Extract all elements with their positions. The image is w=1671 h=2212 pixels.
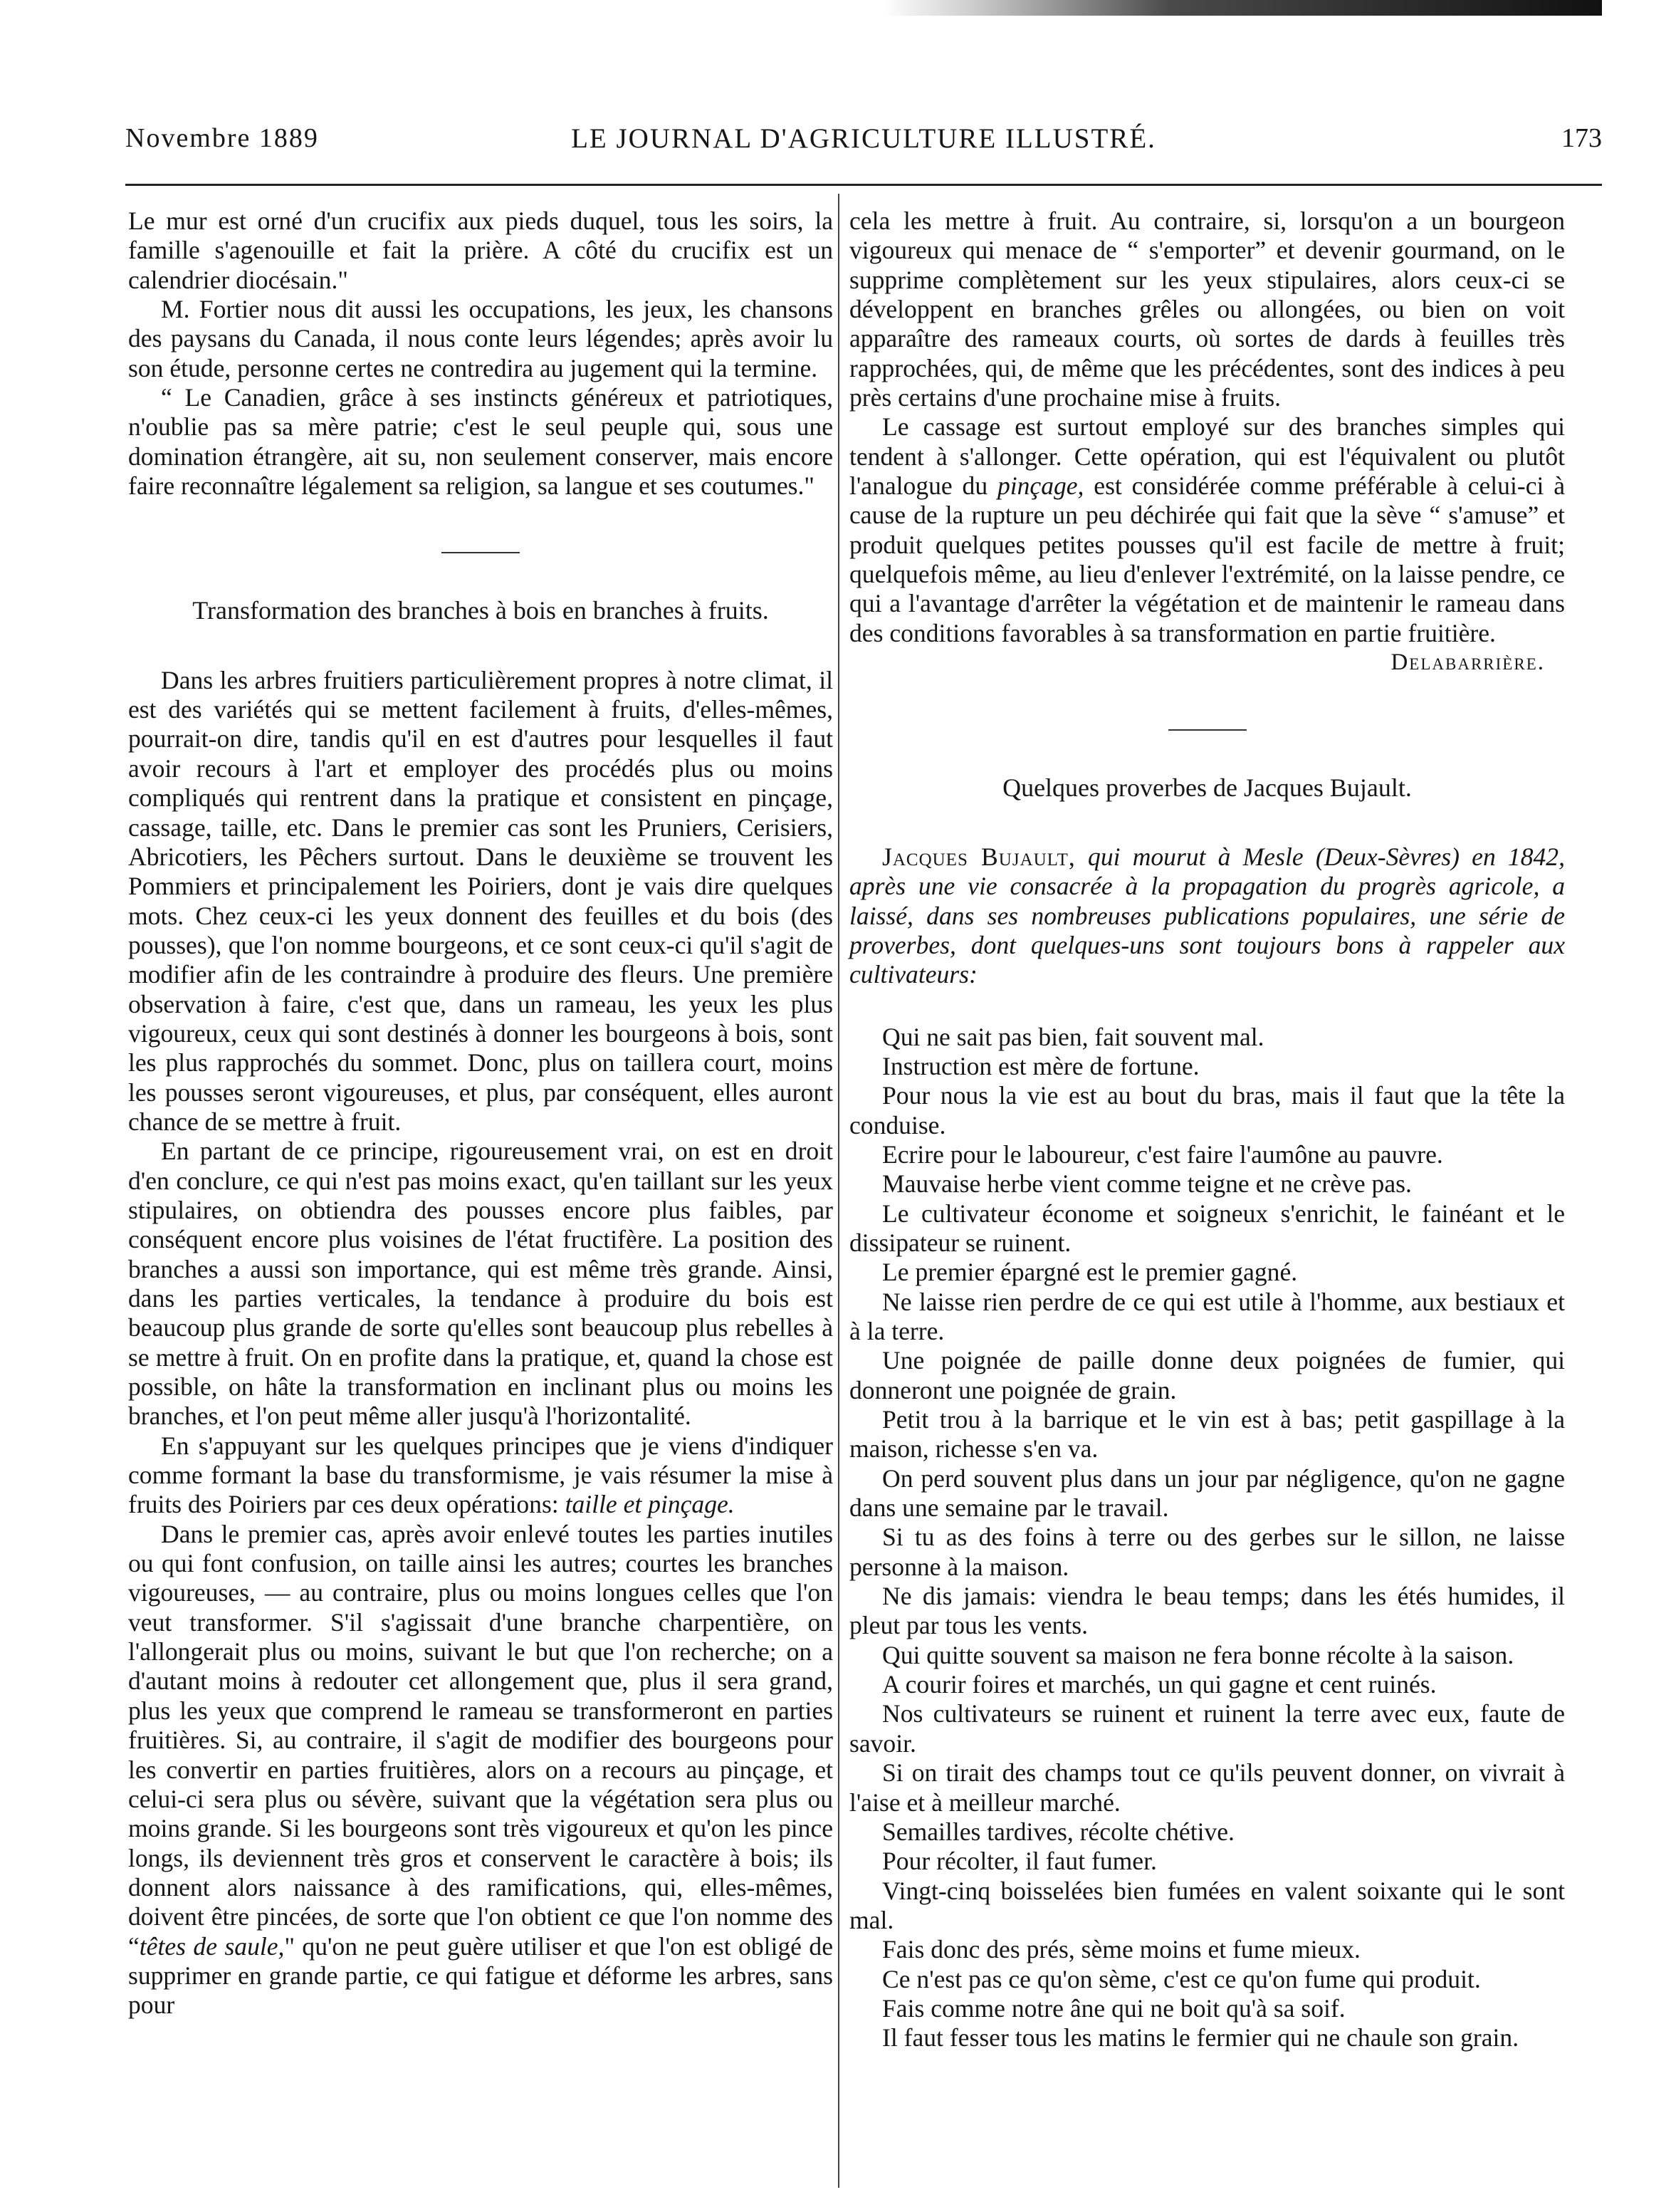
text-run: Dans le premier cas, après avoir enlevé toutes les parties inutiles ou qui font confusion, on taille ainsi les autres; courtes les branches vigoureuses, — au contraire, plus ou moins longues celles que l'on veut transformer. S'il s'agissait d'une branche charpentière, on l'allongerait plus ou moins, suivant le but que l'on recherche; on a d'autant moins à redouter cet allongement que, plus il sera grand, plus les yeux que comprend le rameau se transformeront en parties fruitières. Si, au contraire, il s'agit de modifier des bourgeons pour les convertir en parties fruitières, alors on a recours au pinçage, et celui-ci sera plus ou sévère, suivant que la végétation sera plus ou moins grande. Si les bourgeons sont très vigoureux et qu'on les pince longs, ils deviennent très gros et conservent le caractère à bois; ils donnent alors naissance à des ramifications, qui, elles-mêmes, doivent être pincées, de sorte que l'on obtient ce que l'on nomme des “ xyxy=(128,1519,833,1961)
paragraph: Dans les arbres fruitiers particulièrement propres à notre climat, il est des variétés qui se mettent facilement à fruits, d'elles-mêmes, pourrait-on dire, tandis qu'il en est d'autres pour lesquelles il faut avoir recours à l'art et employer des procédés plus ou moins compliqués qui rentrent dans la pratique et consistent en pinçage, cassage, taille, etc. Dans le premier cas sont les Pruniers, Cerisiers, Abricotiers, les Pêchers surtout. Dans le deuxième se trouvent les Pommiers et principalement les Poiriers, dont je vais dire quelques mots. Chez ceux-ci les yeux donnent des feuilles et du bois (des pousses), que l'on nomme bourgeons, et ce sont ceux-ci qu'il s'agit de modifier afin de les contraindre à produire des fleurs. Une première observation à faire, c'est que, dans un rameau, les yeux les plus vigoureux, ceux qui sont destinés à donner les bourgeons à bois, sont les plus rapprochés du sommet. Donc, plus on taillera court, moins les pousses seront vigoureuses, et plus, par conséquent, elles auront chance de se mettre à fruit. xyxy=(128,665,833,1136)
issue-date: Novembre 1889 xyxy=(125,123,319,153)
section-separator xyxy=(441,552,520,553)
author-signature: Delabarrière. xyxy=(1390,649,1545,676)
page-header xyxy=(125,122,1602,165)
paragraph xyxy=(849,412,1565,648)
author-name: Jacques Bujault, xyxy=(882,842,1076,871)
proverb: Semailles tardives, récolte chétive. xyxy=(882,1817,1235,1846)
proverb: Qui quitte souvent sa maison ne fera bonne récolte à la saison. xyxy=(882,1640,1514,1669)
proverb: Pour nous la vie est au bout du bras, mais il faut que la tête la conduise. xyxy=(849,1081,1565,1139)
italic-run: pinçage, xyxy=(997,471,1084,501)
paragraph: Le mur est orné d'un crucifix aux pieds duquel, tous les soirs, la famille s'agenouille et fait la prière. A côté du crucifix est un calendrier diocésain." xyxy=(128,207,833,294)
proverb: On perd souvent plus dans un jour par négligence, qu'on ne gagne dans une semaine par le travail. xyxy=(849,1464,1565,1523)
left-column xyxy=(128,207,833,2020)
proverb: Une poignée de paille donne deux poignées de fumier, qui donneront une poignée de grain. xyxy=(849,1346,1565,1404)
paragraph xyxy=(128,1520,833,2020)
paragraph: cela les mettre à fruit. Au contraire, si, lorsqu'on a un bourgeon vigoureux qui menace de “ s'emporter” et devenir gourmand, on le supprime complètement sur les yeux stipulaires, alors ceux-ci se développent en branches grêles ou allongées, ou bien on voit apparaître des rameaux courts, où sortes de dards à feuilles très rapprochées, qui, de même que les précédentes, sont des indices à peu près certains d'une prochaine mise à fruits. xyxy=(849,207,1565,412)
proverb: Le cultivateur économe et soigneux s'enrichit, le fainéant et le dissipateur se ruinent. xyxy=(849,1199,1565,1257)
section-separator xyxy=(1168,729,1247,731)
italic-run: qui mourut à Mesle (Deux-Sèvres) en 1842, après une vie consacrée à la propagation du progrès agricole, a laissé, dans ses nombreuses publications populaires, une série de proverbes, dont quelques-uns sont toujours bons à rappeler aux cultivateurs: xyxy=(849,842,1565,989)
proverb: Vingt-cinq boisselées bien fumées en valent soixante qui le sont mal. xyxy=(849,1876,1565,1934)
proverb: Instruction est mère de fortune. xyxy=(882,1051,1200,1080)
article-heading: Quelques proverbes de Jacques Bujault. xyxy=(1002,773,1412,802)
paragraph: En partant de ce principe, rigoureusement vrai, on est en droit d'en conclure, ce qui n'est pas moins exact, qu'en taillant sur les yeux stipulaires, on obtiendra des pousses encore plus faibles, par conséquent encore plus voisines de l'état fructifère. La position des branches a aussi son importance, qui est même très grande. Ainsi, dans les parties verticales, la tendance à produire du bois est beaucoup plus grande de sorte qu'elles sont beaucoup plus rebelles à se mettre à fruit. On en profite dans la pratique, et, quand la chose est possible, on hâte la transformation en inclinant plus ou moins les branches, et l'on peut même aller jusqu'à l'horizontalité. xyxy=(128,1137,833,1431)
proverb: Mauvaise herbe vient comme teigne et ne crève pas. xyxy=(882,1169,1412,1199)
proverb: Ne laisse rien perdre de ce qui est utile à l'homme, aux bestiaux et à la terre. xyxy=(849,1287,1565,1345)
text-run: Le cassage est surtout employé sur des branches simples qui tendent à s'allonger. Cette opération, qui est l'équivalent ou plutôt l'analogue du xyxy=(849,412,1565,501)
proverb: Il faut fesser tous les matins le fermier qui ne chaule son grain. xyxy=(882,2023,1519,2052)
paragraph xyxy=(128,1431,833,1520)
proverb: Le premier épargné est le premier gagné. xyxy=(882,1258,1298,1287)
proverb-list xyxy=(849,1023,1565,2053)
journal-title: LE JOURNAL D'AGRICULTURE ILLUSTRÉ. xyxy=(571,123,1156,154)
proverb: Qui ne sait pas bien, fait souvent mal. xyxy=(882,1022,1264,1051)
text-run: est considérée comme préférable à celui-ci à cause de la rupture un peu déchirée qui fait que la sève “ s'amuse” et produit quelques petites pousses qu'il est facile de mettre à fruit; quelquefois même, au lieu d'enlever l'extrémité, on la laisse pendre, ce qui a l'avantage d'arrêter la végétation et de maintenir le rameau dans des conditions favorables à sa transformation en partie fruitière. xyxy=(849,471,1565,647)
text-run: " qu'on ne peut guère utiliser et que l'on est obligé de supprimer en grande partie, ce qui fatigue et déforme les arbres, sans pour xyxy=(128,1931,833,2020)
article-heading: Transformation des branches à bois en branches à fruits. xyxy=(192,596,769,625)
proverb: Ne dis jamais: viendra le beau temps; dans les étés humides, il pleut par tous les vents. xyxy=(849,1582,1565,1640)
italic-run: taille et pinçage. xyxy=(565,1490,735,1519)
proverb: Fais donc des prés, sème moins et fume mieux. xyxy=(882,1935,1361,1964)
proverb: A courir foires et marchés, un qui gagne et cent ruinés. xyxy=(882,1670,1437,1699)
proverb: Si tu as des foins à terre ou des gerbes sur le sillon, ne laisse personne à la maison. xyxy=(849,1523,1565,1581)
proverb: Petit trou à la barrique et le vin est à bas; petit gaspillage à la maison, richesse s'en va. xyxy=(849,1405,1565,1464)
proverb: Si on tirait des champs tout ce qu'ils peuvent donner, on vivrait à l'aise et à meilleur marché. xyxy=(849,1758,1565,1817)
paragraph: M. Fortier nous dit aussi les occupations, les jeux, les chansons des paysans du Canada, il nous conte leurs légendes; après avoir lu son étude, personne certes ne contredira au jugement qui la termine. xyxy=(128,295,833,382)
proverb: Fais comme notre âne qui ne boit qu'à sa soif. xyxy=(882,1993,1346,2023)
proverb: Ce n'est pas ce qu'on sème, c'est ce qu'on fume qui produit. xyxy=(882,1964,1481,1993)
page-number: 173 xyxy=(1561,123,1602,153)
proverb: Nos cultivateurs se ruinent et ruinent la terre avec eux, faute de savoir. xyxy=(849,1699,1565,1758)
text-run: En s'appuyant sur les quelques principes que je viens d'indiquer comme formant la base du transformisme, je vais résumer la mise à fruits des Poiriers par ces deux opérations: xyxy=(128,1431,833,1519)
paragraph: “ Le Canadien, grâce à ses instincts généreux et patriotiques, n'oublie pas sa mère patrie; c'est le seul peuple qui, sous une domination étrangère, ait su, non seulement conserver, mais encore faire reconnaître légalement sa religion, sa langue et ses coutumes." xyxy=(128,383,833,501)
intro-paragraph xyxy=(849,842,1565,990)
header-rule xyxy=(125,184,1602,186)
proverb: Ecrire pour le laboureur, c'est faire l'aumône au pauvre. xyxy=(882,1139,1443,1169)
column-divider xyxy=(838,194,839,2188)
italic-run: têtes de saule, xyxy=(139,1931,285,1961)
proverb: Pour récolter, il faut fumer. xyxy=(882,1847,1157,1876)
right-column xyxy=(849,207,1565,2053)
top-edge-bar xyxy=(883,0,1602,16)
